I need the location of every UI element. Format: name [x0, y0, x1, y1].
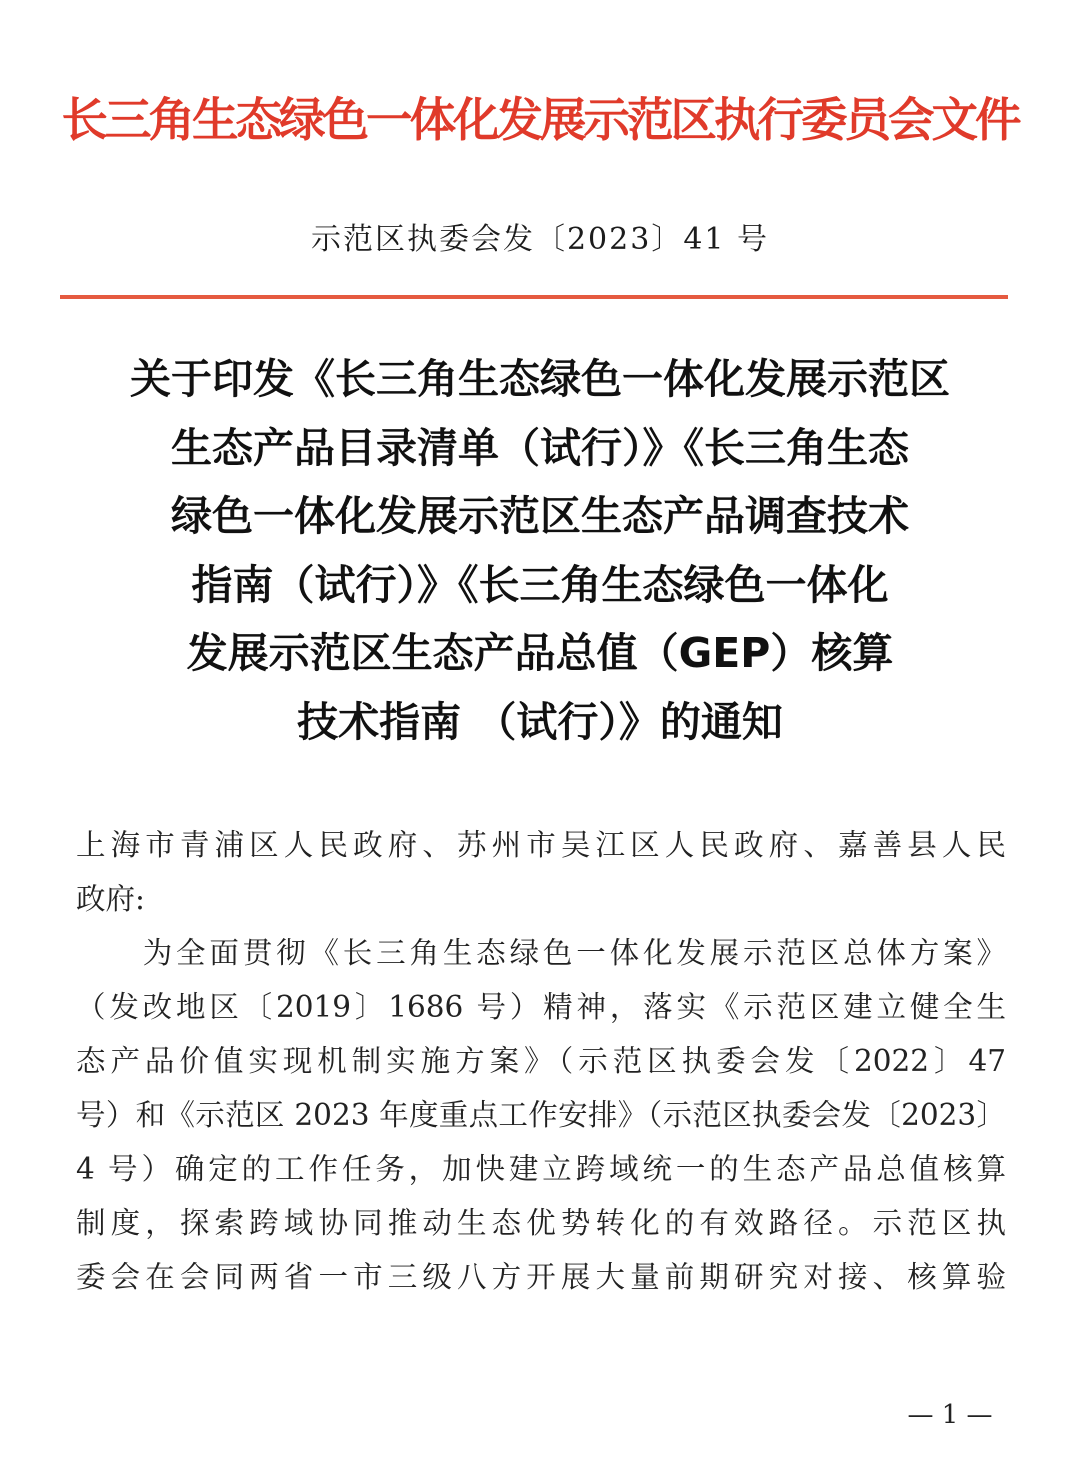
red-separator-line: [60, 295, 1008, 299]
title-line: 指南（试行）》《长三角生态绿色一体化: [191, 560, 889, 609]
body-line: 态产品价值实现机制实施方案》（示范区执委会发〔2022〕47: [76, 1044, 1006, 1078]
page-number: — 1 —: [907, 1400, 993, 1430]
document-number: 示范区执委会发〔2023〕41 号: [310, 222, 770, 257]
body-line: 为全面贯彻《长三角生态绿色一体化发展示范区总体方案》: [76, 936, 1006, 970]
title-line: 发展示范区生态产品总值（GEP）核算: [186, 629, 894, 678]
body-line: 号）和《示范区 2023 年度重点工作安排》（示范区执委会发〔2023〕: [76, 1098, 1006, 1132]
body-line: 制度，探索跨域协同推动生态优势转化的有效路径。示范区执: [76, 1206, 1006, 1240]
body-line: 政府:: [76, 882, 145, 916]
title-line: 关于印发《长三角生态绿色一体化发展示范区: [130, 355, 950, 403]
document-body: [76, 818, 1006, 1304]
body-line: 上海市青浦区人民政府、苏州市吴江区人民政府、嘉善县人民: [76, 828, 1006, 862]
title-line: 绿色一体化发展示范区生态产品调查技术: [171, 492, 909, 541]
title-line: 技术指南 （试行）》的通知: [297, 697, 783, 746]
document-title: [40, 345, 1040, 757]
body-line: 委会在会同两省一市三级八方开展大量前期研究对接、核算验: [76, 1260, 1006, 1294]
title-line: 生态产品目录清单（试行）》《长三角生态: [171, 423, 909, 472]
body-line: （发改地区〔2019〕1686 号）精神，落实《示范区建立健全生: [76, 990, 1006, 1024]
issuer-header: 长三角生态绿色一体化发展示范区执行委员会文件: [61, 92, 1019, 147]
body-line: 4 号）确定的工作任务，加快建立跨域统一的生态产品总值核算: [76, 1152, 1006, 1186]
